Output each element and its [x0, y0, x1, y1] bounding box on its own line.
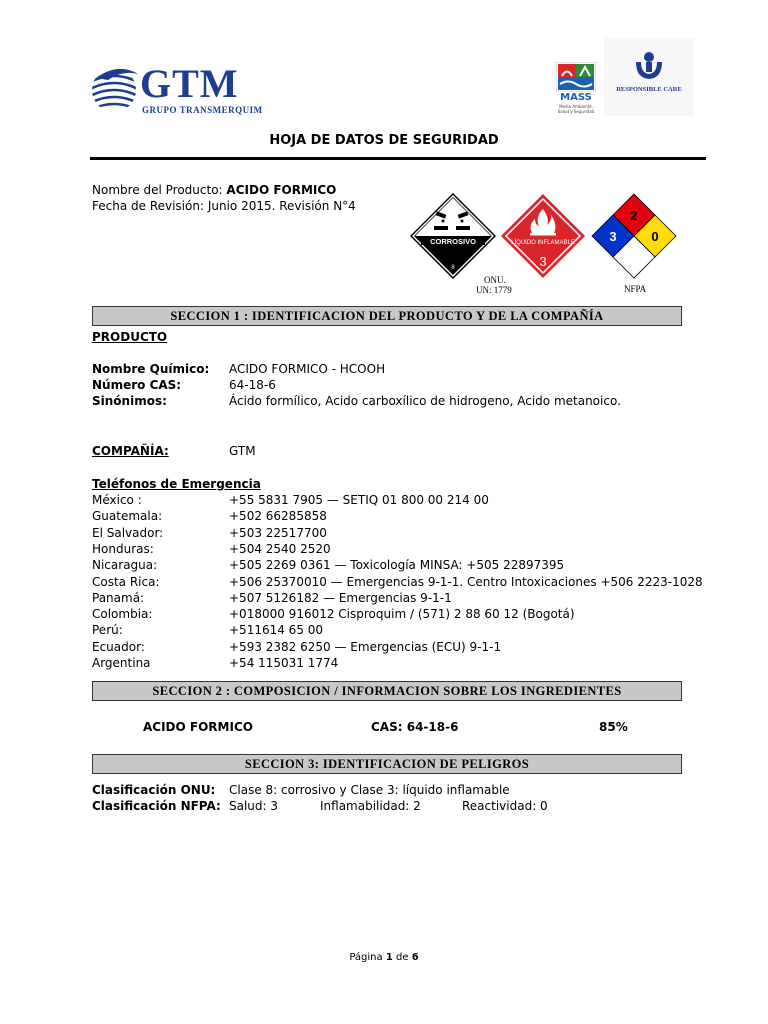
phone-number: +507 5126182 — Emergencias 9-1-1	[229, 590, 452, 605]
page-number: 1	[385, 952, 393, 963]
phone-number: +506 25370010 — Emergencias 9-1-1. Centro Intoxicaciones +506 2223-1028	[229, 574, 703, 589]
product-name-label: Nombre del Producto:	[92, 183, 223, 197]
phone-number: +54 115031 1774	[229, 656, 339, 670]
page-mid: de	[396, 952, 409, 963]
product-name-value: ACIDO FORMICO	[226, 183, 337, 197]
title-divider	[90, 157, 706, 160]
phone-number: +505 2269 0361 — Toxicología MINSA: +505 22897395	[229, 558, 565, 573]
emergency-heading: Teléfonos de Emergencia	[92, 477, 261, 491]
phone-number: +502 66285858	[229, 509, 327, 524]
field-label: Sinónimos:	[92, 394, 167, 408]
responsible-care-logo	[604, 38, 694, 116]
onu-label: ONU.	[484, 275, 506, 285]
phone-country: Honduras:	[92, 541, 154, 556]
ingredient-cas: CAS: 64-18-6	[371, 720, 459, 734]
nfpa-flammability-value: 2	[630, 208, 638, 223]
field-label: Número CAS:	[92, 378, 182, 392]
mass-logo-subtext: Medio Ambiente, Salud y Seguridad	[557, 104, 595, 114]
field-label: Nombre Químico:	[92, 362, 210, 376]
section2-header: SECCION 2 : COMPOSICION / INFORMACION SOBRE LOS INGREDIENTES	[92, 681, 682, 701]
phone-country: Argentina	[92, 656, 151, 670]
nfpa-label: NFPA	[624, 284, 647, 294]
page-footer	[0, 951, 768, 965]
nfpa-health-value: 3	[609, 229, 617, 244]
phone-country: Ecuador:	[92, 639, 145, 654]
phone-country: El Salvador:	[92, 525, 164, 540]
section1-header: SECCION 1 : IDENTIFICACION DEL PRODUCTO Y DE LA COMPAÑÍA	[92, 306, 682, 326]
revision-date: Fecha de Revisión: Junio 2015. Revisión N°4	[92, 199, 356, 213]
company-label	[92, 443, 169, 459]
flammable-label: LÍQUIDO INFLAMABLE	[511, 240, 575, 246]
mass-emblem-icon	[556, 62, 596, 92]
phone-country: Nicaragua:	[92, 558, 158, 573]
producto-heading: PRODUCTO	[92, 330, 168, 344]
phone-country: Costa Rica:	[92, 574, 160, 589]
onu-classification-value: Clase 8: corrosivo y Clase 3: líquido inflamable	[229, 783, 510, 797]
phone-country: Perú:	[92, 623, 123, 638]
phone-number: +593 2382 6250 — Emergencias (ECU) 9-1-1	[229, 639, 502, 654]
field-value: 64-18-6	[229, 378, 276, 392]
responsible-care-hands-icon	[632, 48, 666, 82]
gtm-logo-text: GTM	[140, 61, 239, 106]
page-prefix: Página	[349, 952, 383, 963]
phone-number: +018000 916012 Cisproquim / (571) 2 88 60 12 (Bogotá)	[229, 607, 575, 622]
phone-country: México :	[92, 493, 142, 507]
page-total: 6	[411, 952, 419, 963]
field-value: ACIDO FORMICO - HCOOH	[229, 362, 386, 376]
un-number: UN: 1779	[476, 285, 512, 295]
onu-classification-label: Clasificación ONU:	[92, 783, 216, 797]
flammable-class: 3	[539, 254, 547, 269]
nfpa-reactivity: Reactividad: 0	[462, 799, 548, 813]
corrosive-class: 8	[451, 265, 455, 271]
phone-number: +503 22517700	[229, 525, 327, 540]
mass-logo	[554, 62, 598, 118]
ingredient-name: ACIDO FORMICO	[143, 720, 253, 734]
gtm-logo	[88, 61, 263, 122]
corrosive-diamond-icon	[410, 193, 496, 279]
phone-number: +511614 65 00	[229, 623, 324, 638]
section3-header: SECCION 3: IDENTIFICACION DE PELIGROS	[92, 754, 682, 774]
phone-country: Colombia:	[92, 607, 153, 622]
product-name-line	[92, 182, 336, 198]
nfpa-flammability: Inflamabilidad: 2	[320, 799, 421, 813]
corrosive-label: CORROSIVO	[430, 237, 476, 246]
mass-logo-text: MASS	[560, 92, 592, 103]
phone-country: Panamá:	[92, 590, 145, 605]
nfpa-reactivity-value: 0	[651, 229, 659, 244]
document-title: HOJA DE DATOS DE SEGURIDAD	[269, 133, 499, 148]
responsible-care-text: RESPONSIBLE CARE	[616, 86, 682, 93]
gtm-globe-icon	[88, 64, 140, 116]
phone-country: Guatemala:	[92, 509, 163, 524]
nfpa-health: Salud: 3	[229, 799, 279, 813]
company-value: GTM	[229, 444, 256, 458]
field-value: Ácido formílico, Acido carboxílico de hidrogeno, Acido metanoico.	[229, 394, 621, 408]
phone-number: +504 2540 2520	[229, 541, 331, 556]
nfpa-classification-label: Clasificación NFPA:	[92, 799, 221, 813]
flammable-liquid-diamond-icon	[500, 193, 586, 279]
gtm-logo-subtext: GRUPO TRANSMERQUIM	[142, 105, 263, 115]
phone-number: +55 5831 7905 — SETIQ 01 800 00 214 00	[229, 493, 489, 507]
company-label-text: COMPAÑÍA:	[92, 444, 169, 458]
nfpa-diamond-icon	[591, 193, 677, 279]
ingredient-percent: 85%	[599, 720, 628, 734]
